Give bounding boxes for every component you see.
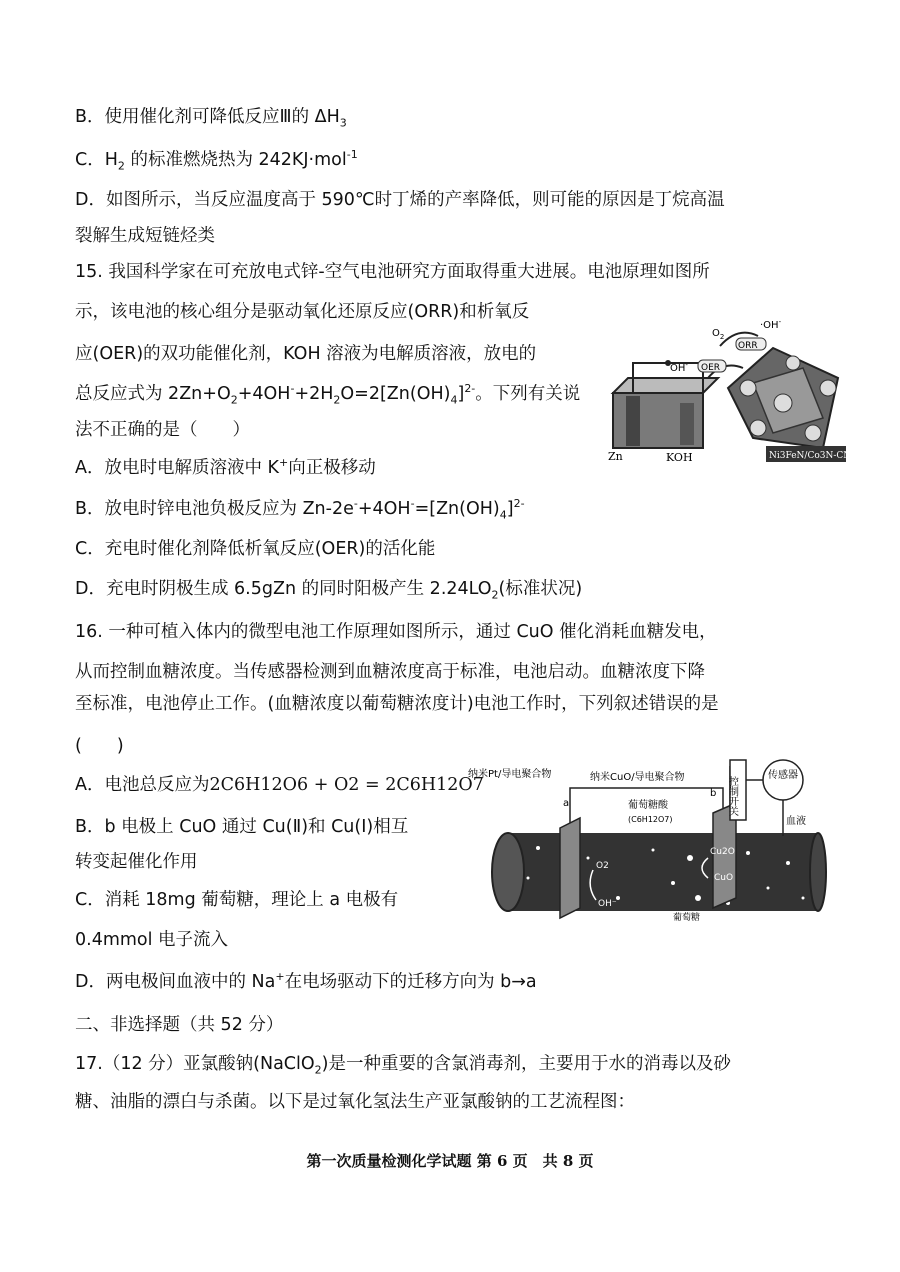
q14-option-c: C．$H_2$ 的标准燃烧热为 242KJ·mol$^{-1}$ bbox=[75, 148, 358, 173]
q15-option-c: C．充电时催化剂降低析氧反应(OER)的活化能 bbox=[75, 539, 436, 559]
q15-stem-line4: 总反应式为 $2Zn+O_2+4OH^-+2H_2O=2[Zn(OH)_4]^{2-}$。下列有关说 bbox=[75, 382, 581, 407]
crystal-sphere bbox=[740, 380, 756, 396]
gluconic-acid-label: 葡萄糖酸 bbox=[628, 800, 668, 811]
q15-stem-line5: 法不正确的是（ ） bbox=[75, 420, 250, 440]
q16-stem-line3: 至标准，电池停止工作。(血糖浓度以葡萄糖浓度计)电池工作时，下列叙述错误的是 bbox=[75, 694, 719, 714]
crystal-sphere bbox=[820, 380, 836, 396]
oer-label: OER bbox=[701, 363, 721, 373]
crystal-sphere bbox=[805, 425, 821, 441]
crystal-sphere bbox=[750, 420, 766, 436]
q16-stem-line1: 16. 一种可植入体内的微型电池工作原理如图所示，通过 CuO 催化消耗血糖发电， bbox=[75, 622, 717, 642]
q17-stem-line2: 糖、油脂的漂白与杀菌。以下是过氧化氢法生产亚氯酸钠的工艺流程图： bbox=[75, 1092, 635, 1112]
q16-option-c-line2: 0.4mmol 电子流入 bbox=[75, 930, 229, 950]
glucose-label: 葡萄糖 bbox=[673, 913, 701, 923]
gluconic-formula: (C6H12O7) bbox=[628, 815, 673, 824]
sensor-label: 传感器 bbox=[768, 770, 798, 781]
page-footer: 第一次质量检测化学试题 第 6 页 共 8 页 bbox=[306, 1152, 594, 1170]
koh-label: KOH bbox=[666, 451, 693, 464]
blood-vessel bbox=[508, 833, 818, 911]
gluconic-molecule bbox=[687, 855, 693, 861]
q16-option-a: A．电池总反应为2C6H12O6 + O2 = 2C6H12O7 bbox=[75, 775, 484, 795]
blood-label: 血液 bbox=[786, 816, 806, 827]
vessel-end-left bbox=[492, 833, 524, 911]
q15-option-b: B．放电时锌电池负极反应为 $Zn-2e^-+4OH^-=[Zn(OH)_4]^{2-}$ bbox=[75, 497, 525, 522]
q14-option-d-line2: 裂解生成短链烃类 bbox=[75, 226, 215, 246]
q15-option-d: D．充电时阴极生成 6.5gZn 的同时阳极产生 $2.24LO_2$(标准状况) bbox=[75, 579, 583, 602]
q16-option-c-line1: C．消耗 18mg 葡萄糖，理论上 a 电极有 bbox=[75, 890, 399, 910]
orr-label: ORR bbox=[738, 341, 758, 351]
zn-label: Zn bbox=[608, 450, 623, 463]
catalyst-electrode bbox=[680, 403, 694, 445]
q16-option-d: D．两电极间血液中的 Na+在电场驱动下的迁移方向为 b→a bbox=[75, 970, 537, 992]
q16-option-b-line1: B．b 电极上 CuO 通过 Cu(Ⅱ)和 Cu(Ⅰ)相互 bbox=[75, 817, 409, 837]
implantable-battery-figure bbox=[468, 758, 830, 923]
crystal-sphere bbox=[774, 394, 792, 412]
q15-stem-line1: 15. 我国科学家在可充放电式锌-空气电池研究方面取得重大进展。电池原理如图所 bbox=[75, 262, 710, 282]
electrode-a bbox=[560, 818, 580, 918]
glucose-molecule bbox=[695, 895, 701, 901]
total-reaction-equation: 2C6H12O6 + O2 = 2C6H12O7 bbox=[209, 775, 484, 795]
q14-option-b: B．使用催化剂可降低反应Ⅲ的 $\Delta H_3$ bbox=[75, 107, 347, 130]
o2-label: $O_2$ bbox=[712, 328, 725, 341]
q15-stem-line2: 示，该电池的核心组分是驱动氧化还原反应(ORR)和析氧反 bbox=[75, 302, 530, 322]
electrode-b-label: b bbox=[710, 788, 717, 799]
control-switch-label: 控制开关 bbox=[726, 776, 738, 816]
oh-left-label: OH- bbox=[670, 361, 688, 374]
q16-stem-line2: 从而控制血糖浓度。当传感器检测到血糖浓度高于标准，电池启动。血糖浓度下降 bbox=[75, 662, 705, 682]
section-2-heading: 二、非选择题（共 52 分） bbox=[75, 1015, 284, 1035]
cuo-electrode-label: 纳米CuO/导电聚合物 bbox=[590, 772, 685, 783]
oh-top-label: ·OH- bbox=[760, 318, 782, 331]
crystal-sphere bbox=[786, 356, 800, 370]
catalyst-label: Ni3FeN/Co3N-CNF bbox=[769, 451, 858, 461]
cuo-label: CuO bbox=[714, 873, 734, 883]
q15-stem-line3: 应(OER)的双功能催化剂，KOH 溶液为电解质溶液，放电的 bbox=[75, 344, 537, 364]
q17-stem-line1: 17.（12 分）亚氯酸钠(NaClO$_2$)是一种重要的含氯消毒剂，主要用于水的消毒以及砂 bbox=[75, 1054, 731, 1077]
q16-option-b-line2: 转变起催化作用 bbox=[75, 852, 198, 872]
o2-label: O2 bbox=[596, 861, 609, 871]
vessel-end-right bbox=[810, 833, 826, 911]
pt-electrode-label: 纳米Pt/导电聚合物 bbox=[468, 769, 552, 780]
q15-option-a: A．放电时电解质溶液中 K+向正极移动 bbox=[75, 456, 376, 478]
q14-option-d-line1: D．如图所示，当反应温度高于 590℃时丁烯的产率降低，则可能的原因是丁烷高温 bbox=[75, 190, 725, 210]
oh-label: OH⁻ bbox=[598, 899, 617, 909]
zn-electrode bbox=[626, 396, 640, 446]
q16-stem-line4: ( ) bbox=[75, 736, 124, 756]
electrode-a-label: a bbox=[563, 798, 570, 809]
zinc-air-battery-figure bbox=[608, 308, 858, 468]
cu2o-label: Cu2O bbox=[710, 847, 735, 857]
